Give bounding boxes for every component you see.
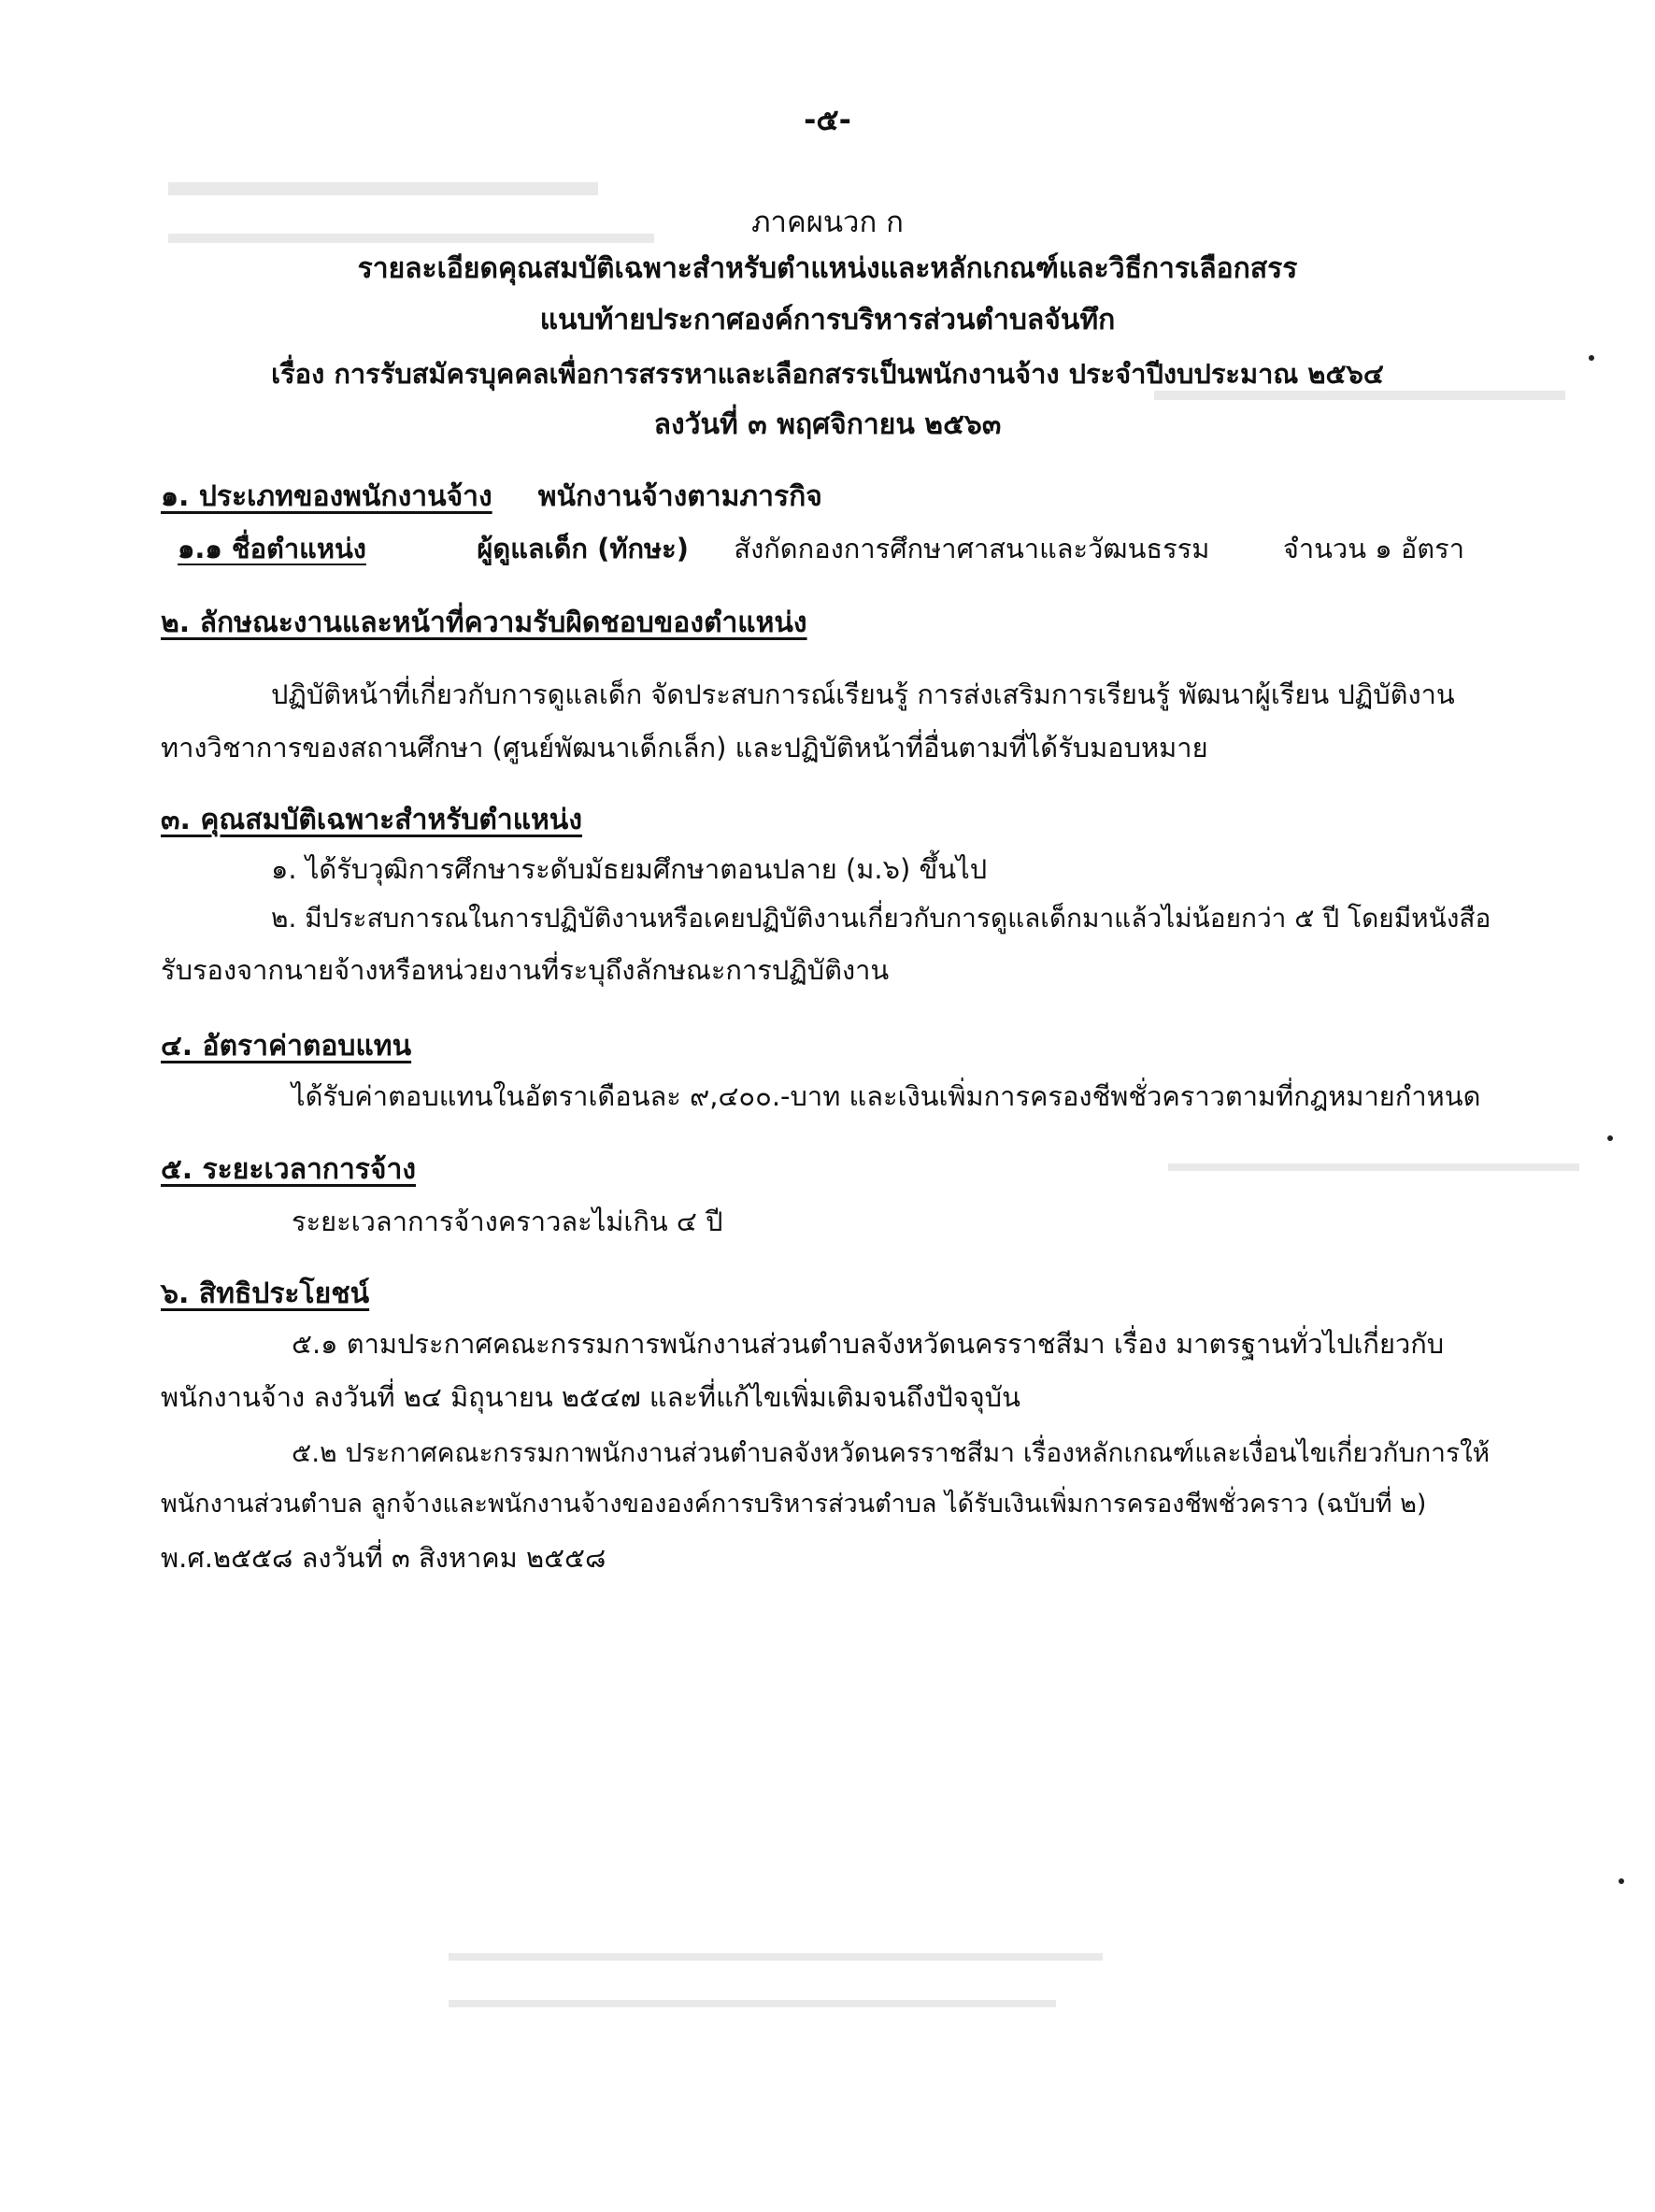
section-6-item-1-line-2: พนักงานจ้าง ลงวันที่ ๒๔ มิถุนายน ๒๕๔๗ และที่แก้ไขเพิ่มเติมจนถึงปัจจุบัน — [161, 1381, 1020, 1413]
department: สังกัดกองการศึกษาศาสนาและวัฒนธรรม — [734, 533, 1210, 564]
section-3-heading: ๓. คุณสมบัติเฉพาะสำหรับตำแหน่ง — [161, 804, 582, 836]
section-3-item-1: ๑. ได้รับวุฒิการศึกษาระดับมัธยมศึกษาตอนปลาย (ม.๖) ขึ้นไป — [271, 853, 988, 885]
appendix-title: ภาคผนวก ก — [751, 206, 904, 239]
scan-artifact — [449, 2000, 1056, 2007]
header-line-1: รายละเอียดคุณสมบัติเฉพาะสำหรับตำแหน่งและหลักเกณฑ์และวิธีการเลือกสรร — [357, 252, 1298, 285]
section-6-item-2-line-2: พนักงานส่วนตำบล ลูกจ้างและพนักงานจ้างขององค์การบริหารส่วนตำบล ได้รับเงินเพิ่มการครองชีพชั่วคราว (ฉบับที่ ๒) — [161, 1490, 1427, 1519]
section-5-text: ระยะเวลาการจ้างคราวละไม่เกิน ๔ ปี — [292, 1206, 723, 1237]
section-5-heading: ๕. ระยะเวลาการจ้าง — [161, 1153, 416, 1186]
section-1-1-row — [178, 530, 1464, 567]
quota: จำนวน ๑ อัตรา — [1282, 533, 1464, 564]
section-4-text: ได้รับค่าตอบแทนในอัตราเดือนละ ๙,๔๐๐.-บาท และเงินเพิ่มการครองชีพชั่วคราวตามที่กฎหมายกำหนด — [292, 1080, 1481, 1112]
section-6-item-1-line-1: ๕.๑ ตามประกาศคณะกรรมการพนักงานส่วนตำบลจังหวัดนครราชสีมา เรื่อง มาตรฐานทั่วไปเกี่ยวกับ — [292, 1328, 1445, 1360]
section-2-heading: ๒. ลักษณะงานและหน้าที่ความรับผิดชอบของตำแหน่ง — [161, 607, 807, 639]
section-4-heading: ๔. อัตราค่าตอบแทน — [161, 1030, 412, 1063]
header-line-4: ลงวันที่ ๓ พฤศจิกายน ๒๕๖๓ — [653, 408, 1002, 441]
scan-speck — [1619, 1878, 1624, 1884]
section-6-item-2-line-1: ๕.๒ ประกาศคณะกรรมกาพนักงานส่วนตำบลจังหวัดนครราชสีมา เรื่องหลักเกณฑ์และเงื่อนไขเกี่ยวกับการให้ — [292, 1437, 1491, 1468]
page-number: -๕- — [804, 102, 851, 137]
scan-artifact — [1168, 1163, 1579, 1171]
section-6-item-2-line-3: พ.ศ.๒๕๕๘ ลงวันที่ ๓ สิงหาคม ๒๕๕๘ — [161, 1542, 606, 1574]
header-line-2: แนบท้ายประกาศองค์การบริหารส่วนตำบลจันทึก — [539, 304, 1116, 336]
scan-artifact — [449, 1953, 1103, 1961]
scan-speck — [1607, 1135, 1613, 1141]
section-1-heading: ๑. ประเภทของพนักงานจ้าง — [161, 480, 492, 513]
section-2-text-1: ปฏิบัติหน้าที่เกี่ยวกับการดูแลเด็ก จัดประสบการณ์เรียนรู้ การส่งเสริมการเรียนรู้ พัฒนาผู้เรียน ปฏิบัติงาน — [271, 678, 1455, 710]
header-line-3: เรื่อง การรับสมัครบุคคลเพื่อการสรรหาและเลือกสรรเป็นพนักงานจ้าง ประจำปีงบประมาณ ๒๕๖๔ — [271, 358, 1384, 390]
section-1-value: พนักงานจ้างตามภารกิจ — [537, 480, 822, 513]
section-3-item-2-line-1: ๒. มีประสบการณในการปฏิบัติงานหรือเคยปฏิบัติงานเกี่ยวกับการดูแลเด็กมาแล้วไม่น้อยกว่า ๕ ปี โดยมีหนังสือ — [271, 903, 1491, 934]
section-6-heading: ๖. สิทธิประโยชน์ — [161, 1277, 370, 1310]
section-1-row — [161, 478, 822, 516]
section-3-item-2-line-2: รับรองจากนายจ้างหรือหน่วยงานที่ระบุถึงลักษณะการปฏิบัติงาน — [161, 954, 890, 986]
section-2-text-2: ทางวิชาการของสถานศึกษา (ศูนย์พัฒนาเด็กเล็ก) และปฏิบัติหน้าที่อื่นตามที่ได้รับมอบหมาย — [161, 732, 1208, 763]
position-name: ผู้ดูแลเด็ก (ทักษะ) — [477, 533, 689, 564]
scan-artifact — [168, 182, 598, 195]
position-label: ๑.๑ ชื่อตำแหน่ง — [178, 533, 366, 564]
